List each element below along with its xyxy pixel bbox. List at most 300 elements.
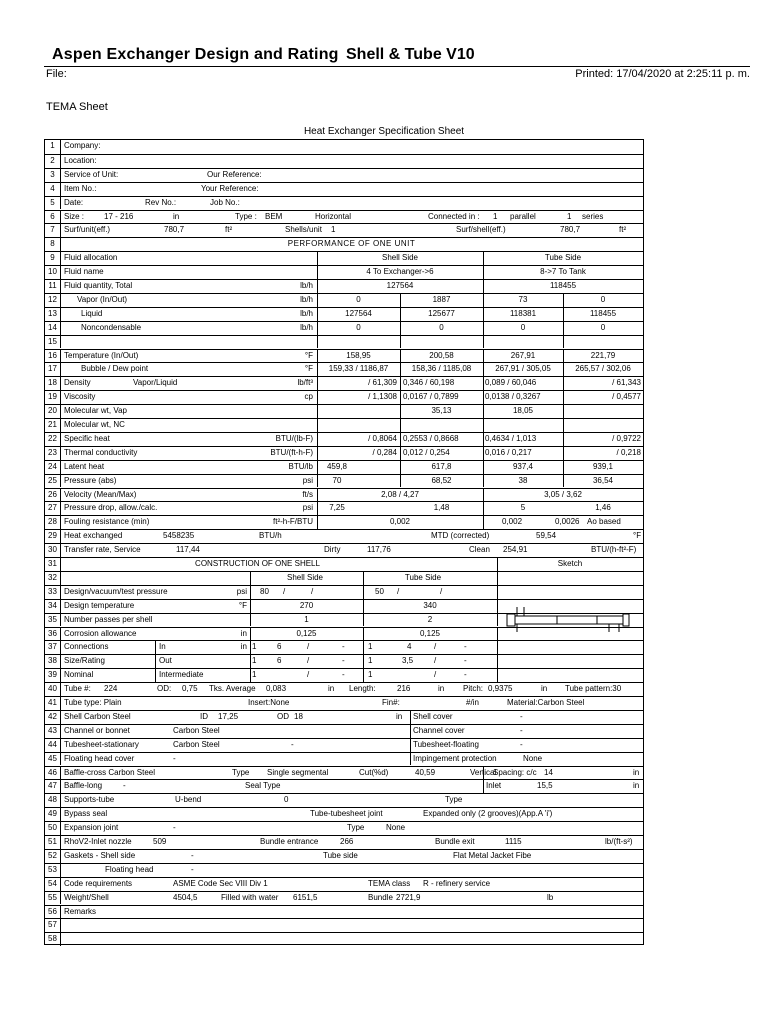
cell-text: BTU/(ft-h-F) — [270, 447, 313, 457]
table-row — [45, 557, 643, 571]
cell-text: #/in — [466, 698, 479, 707]
cell-text: Channel cover — [413, 725, 465, 735]
cell-text: 340 — [423, 600, 437, 610]
column-divider — [410, 711, 411, 724]
cell-text: 73 — [518, 294, 528, 304]
row-number: 1 — [45, 140, 61, 154]
column-divider — [250, 586, 251, 599]
shell-tube-drawing — [507, 607, 629, 632]
cell-text: Number passes per shell — [64, 614, 153, 624]
row-number: 8 — [45, 238, 61, 251]
cell-text: °F — [238, 600, 247, 610]
cell-text: 127564 — [386, 281, 414, 290]
cell-text: Sketch — [557, 559, 583, 568]
cell-text: 216 — [397, 684, 411, 694]
file-label: File: — [46, 68, 67, 80]
cell-text: Gaskets - Shell side — [64, 850, 136, 860]
cell-text: Heat exchanged — [64, 531, 123, 541]
cell-text: 267,91 — [510, 350, 536, 360]
cell-text: CONSTRUCTION OF ONE SHELL — [195, 559, 320, 568]
cell-text: Velocity (Mean/Max) — [64, 489, 137, 499]
app-title: Aspen Exchanger Design and Rating — [52, 46, 339, 63]
row-number: 29 — [45, 530, 61, 543]
cell-text: Impingement protection — [413, 753, 497, 763]
cell-text: 0,75 — [182, 684, 198, 694]
cell-text: Connections — [64, 642, 109, 652]
table-row — [45, 349, 643, 363]
column-divider — [250, 572, 251, 585]
cell-text: 1 — [567, 211, 572, 221]
column-divider — [400, 419, 401, 432]
table-row — [45, 196, 643, 210]
cell-text: 4 To Exchanger->6 — [366, 267, 434, 277]
cell-text: 0 — [356, 294, 361, 304]
cell-text: 939,1 — [592, 461, 614, 471]
table-row — [45, 752, 643, 766]
cell-text: Floating head — [105, 864, 154, 874]
column-divider — [155, 669, 156, 682]
cell-text: psi — [302, 503, 313, 513]
cell-text: °F — [304, 364, 313, 374]
cell-text: 1,46 — [595, 503, 611, 513]
cell-text: Shell Side — [286, 572, 324, 582]
cell-text: Fluid allocation — [64, 253, 118, 263]
cell-text: Bundle exit — [435, 837, 475, 846]
table-row — [45, 362, 643, 376]
table-row — [45, 390, 643, 404]
cell-text: Type — [445, 795, 463, 805]
cell-text: Intermediate — [159, 670, 204, 680]
table-row — [45, 515, 643, 529]
cell-text: Horizontal — [315, 211, 352, 221]
cell-text: 6151,5 — [293, 892, 318, 902]
cell-text: Design/vacuum/test pressure — [64, 586, 168, 596]
cell-text: Molecular wt, NC — [64, 420, 125, 429]
tema-sheet-label: TEMA Sheet — [46, 101, 108, 113]
cell-text: Fluid name — [64, 267, 104, 277]
cell-text: 38 — [518, 475, 528, 485]
row-number: 19 — [45, 391, 61, 404]
cell-text: / — [307, 642, 310, 652]
cell-text: 0,4634 / 1,013 — [485, 433, 537, 443]
column-divider — [563, 405, 564, 418]
column-divider — [363, 669, 364, 682]
row-number: 9 — [45, 252, 61, 265]
cell-text: 1,48 — [433, 503, 450, 513]
column-divider — [563, 336, 564, 349]
cell-text: / 1,1308 — [368, 392, 397, 402]
row-number: 43 — [45, 725, 61, 738]
cell-text: 6 — [277, 656, 282, 666]
row-number: 31 — [45, 558, 61, 571]
row-number: 44 — [45, 739, 61, 752]
cell-text: / 0,8064 — [368, 433, 397, 443]
cell-text: 118455 — [549, 281, 577, 290]
cell-text: psi — [236, 586, 247, 596]
cell-text: Item No.: — [64, 183, 97, 193]
table-row — [45, 932, 643, 946]
cell-text: 1 — [493, 211, 498, 221]
cell-text: Fin#: — [382, 698, 400, 707]
column-divider — [363, 586, 364, 599]
cell-text: Remarks — [64, 906, 97, 916]
cell-text: BTU/h — [259, 531, 282, 541]
cell-text: 118455 — [589, 308, 617, 318]
table-row — [45, 807, 643, 821]
cell-text: ft²-h-F/BTU — [273, 517, 313, 527]
table-row — [45, 696, 643, 710]
cell-text: in — [240, 642, 247, 652]
cell-text: Cut(%d) — [359, 767, 389, 777]
cell-text: 3,5 — [402, 656, 414, 666]
cell-text: 1 — [252, 670, 257, 680]
column-divider — [317, 405, 318, 418]
cell-text: 1 — [368, 656, 373, 666]
cell-text: 159,33 / 1186,87 — [328, 364, 389, 374]
cell-text: 4 — [407, 642, 412, 652]
cell-text: 0,0167 / 0,7899 — [403, 392, 459, 402]
row-number: 26 — [45, 489, 61, 502]
cell-text: 0 — [600, 322, 606, 332]
cell-text: - — [464, 656, 467, 666]
cell-text: 0,125 — [419, 628, 441, 638]
cell-text: 117,44 — [176, 545, 200, 555]
cell-text: 270 — [299, 600, 314, 610]
row-number: 10 — [45, 266, 61, 279]
cell-text: None — [523, 753, 543, 763]
table-row — [45, 251, 643, 265]
row-number: 21 — [45, 419, 61, 432]
table-row — [45, 738, 643, 752]
row-number: 27 — [45, 502, 61, 515]
cell-text: / — [434, 656, 437, 666]
cell-text: Molecular wt, Vap — [64, 406, 127, 416]
cell-text: Latent heat — [64, 461, 105, 471]
cell-text: Pitch: — [463, 684, 484, 694]
cell-text: Surf/shell(eff.) — [456, 225, 506, 235]
cell-text: Type — [347, 823, 365, 833]
row-number: 39 — [45, 669, 61, 682]
cell-text: Our Reference: — [207, 169, 262, 179]
cell-text: 0 — [439, 322, 444, 332]
row-number: 12 — [45, 294, 61, 307]
cell-text: Bundle entrance — [260, 837, 319, 846]
cell-text: parallel — [510, 211, 536, 221]
module-title: Shell & Tube V10 — [346, 46, 475, 63]
cell-text: 221,79 — [590, 350, 616, 360]
cell-text: Date: — [64, 197, 84, 207]
cell-text: 0 — [284, 795, 289, 805]
cell-text: / — [307, 670, 310, 680]
column-divider — [483, 419, 484, 432]
row-number: 14 — [45, 322, 61, 335]
cell-text: RhoV2-Inlet nozzle — [64, 837, 132, 846]
cell-text: Expanded only (2 grooves)(App.A 'i') — [423, 809, 553, 819]
cell-text: OD: — [157, 684, 172, 694]
cell-text: Insert:None — [248, 698, 290, 707]
cell-text: in — [541, 684, 548, 694]
column-divider — [400, 447, 401, 460]
cell-text: R - refinery service — [423, 878, 491, 888]
cell-text: OD — [277, 711, 289, 721]
cell-text: / 0,9722 — [612, 433, 641, 443]
cell-text: Design temperature — [64, 600, 135, 610]
table-row — [45, 140, 643, 154]
cell-text: Size : — [64, 211, 85, 221]
column-divider — [155, 641, 156, 654]
cell-text: Vapor/Liquid — [133, 378, 178, 388]
cell-text: Shells/unit — [285, 225, 322, 235]
table-row — [45, 460, 643, 474]
table-row — [45, 918, 643, 932]
cell-text: 118381 — [509, 308, 537, 318]
table-row — [45, 321, 643, 335]
cell-text: Material:Carbon Steel — [507, 698, 585, 707]
table-row — [45, 237, 643, 251]
cell-text: / — [440, 586, 443, 596]
table-row — [45, 863, 643, 877]
cell-text: lb/(ft-s²) — [605, 837, 633, 846]
cell-text: 0 — [600, 294, 606, 304]
cell-text: / — [434, 642, 437, 652]
row-number: 7 — [45, 224, 61, 237]
cell-text: 254,91 — [503, 545, 528, 555]
cell-text: Surf/unit(eff.) — [64, 225, 111, 235]
cell-text: Density — [64, 378, 91, 388]
column-divider — [400, 377, 401, 390]
column-divider — [563, 419, 564, 432]
row-number: 16 — [45, 350, 61, 363]
row-number: 37 — [45, 641, 61, 654]
spec-sheet-title: Heat Exchanger Specification Sheet — [303, 126, 465, 137]
cell-text: 80 — [260, 586, 269, 596]
cell-text: in — [633, 767, 640, 777]
cell-text: 158,95 — [346, 350, 371, 360]
table-row — [45, 877, 643, 891]
cell-text: in — [173, 211, 180, 221]
cell-text: 18 — [294, 711, 303, 721]
cell-text: - — [173, 753, 176, 763]
row-number: 41 — [45, 697, 61, 710]
row-number: 42 — [45, 711, 61, 724]
cell-text: 224 — [104, 684, 118, 694]
cell-text: 0,125 — [296, 628, 317, 638]
cell-text: ASME Code Sec VIII Div 1 — [173, 878, 268, 888]
cell-text: 14 — [544, 767, 553, 777]
cell-text: 1887 — [432, 294, 451, 304]
row-number: 45 — [45, 753, 61, 766]
column-divider — [410, 739, 411, 752]
cell-text: / — [307, 656, 310, 666]
row-number: 5 — [45, 197, 61, 210]
cell-text: 0 — [520, 322, 526, 332]
cell-text: 35,13 — [431, 406, 452, 416]
table-row — [45, 210, 643, 224]
cell-text: Viscosity — [64, 392, 96, 402]
column-divider — [483, 391, 484, 404]
table-row — [45, 293, 643, 307]
table-row — [45, 376, 643, 390]
cell-text: lb — [547, 892, 554, 902]
cell-text: 5 — [520, 503, 526, 513]
cell-text: lb/h — [300, 294, 313, 304]
cell-text: in — [328, 684, 335, 694]
table-row — [45, 154, 643, 168]
cell-text: BTU/lb — [288, 461, 313, 471]
cell-text: 0,346 / 60,198 — [403, 378, 455, 388]
cell-text: BEM — [265, 211, 283, 221]
table-row — [45, 279, 643, 293]
cell-text: ID — [200, 711, 208, 721]
cell-text: 267,91 / 305,05 — [495, 364, 551, 374]
cell-text: Noncondensable — [81, 322, 142, 332]
cell-text: Out — [159, 656, 172, 666]
cell-text: 200,58 — [429, 350, 454, 360]
table-row — [45, 182, 643, 196]
cell-text: Tube Side — [544, 253, 582, 263]
column-divider — [483, 780, 484, 793]
cell-text: 8->7 To Tank — [540, 267, 586, 277]
cell-text: lb/h — [300, 308, 313, 318]
cell-text: lb/h — [300, 322, 313, 332]
cell-text: / 61,309 — [368, 378, 397, 388]
cell-text: Shell Carbon Steel — [64, 711, 131, 721]
row-number: 25 — [45, 475, 61, 488]
table-row — [45, 432, 643, 446]
cell-text: Supports-tube — [64, 795, 115, 805]
row-number: 23 — [45, 447, 61, 460]
cell-text: Tube pattern:30 — [565, 684, 622, 694]
table-row — [45, 529, 643, 543]
cell-text: Carbon Steel — [173, 725, 220, 735]
cell-text: 0 — [356, 322, 361, 332]
cell-text: lb/h — [300, 281, 313, 290]
column-divider — [363, 572, 364, 585]
cell-text: 0,002 — [502, 517, 523, 527]
cell-text: In — [159, 642, 166, 652]
cell-text: - — [123, 781, 126, 791]
cell-text: Thermal conductivity — [64, 447, 138, 457]
column-divider — [410, 753, 411, 766]
table-row — [45, 265, 643, 279]
column-divider — [400, 433, 401, 446]
column-divider — [317, 336, 318, 349]
row-number: 47 — [45, 780, 61, 793]
cell-text: Vertical — [470, 767, 497, 777]
cell-text: MTD (corrected) — [431, 531, 490, 541]
cell-text: psi — [302, 475, 313, 485]
cell-text: Company: — [64, 141, 101, 150]
row-number: 32 — [45, 572, 61, 585]
row-number: 48 — [45, 794, 61, 807]
cell-text: 0,0026 — [555, 517, 580, 527]
table-row — [45, 710, 643, 724]
cell-text: Baffle-cross Carbon Steel — [64, 767, 156, 777]
cell-text: Liquid — [81, 308, 103, 318]
cell-text: 780,7 — [560, 225, 581, 235]
cell-text: BTU/(h-ft²-F) — [591, 545, 637, 555]
row-number: 35 — [45, 614, 61, 627]
cell-text: None — [386, 823, 406, 833]
cell-text: / 0,284 — [372, 447, 397, 457]
cell-text: 40,59 — [415, 767, 436, 777]
cell-text: 0,0138 / 0,3267 — [485, 392, 541, 402]
cell-text: / — [434, 670, 437, 680]
cell-text: 266 — [340, 837, 354, 846]
row-number: 40 — [45, 683, 61, 696]
cell-text: ft/s — [302, 489, 313, 499]
cell-text: in — [633, 781, 640, 791]
cell-text: 17,25 — [218, 711, 239, 721]
cell-text: Bubble / Dew point — [81, 364, 149, 374]
cell-text: Connected in : — [428, 211, 480, 221]
cell-text: Bypass seal — [64, 809, 108, 819]
table-row — [45, 335, 643, 349]
cell-text: Tks. Average — [209, 684, 256, 694]
row-number: 20 — [45, 405, 61, 418]
cell-text: - — [342, 656, 345, 666]
cell-text: - — [464, 642, 467, 652]
cell-text: °F — [633, 531, 642, 541]
cell-text: 127564 — [345, 308, 372, 318]
cell-text: 0,012 / 0,254 — [403, 447, 450, 457]
column-divider — [317, 419, 318, 432]
row-number: 46 — [45, 767, 61, 780]
cell-text: Tubesheet-floating — [413, 739, 479, 749]
cell-text: BTU/(lb-F) — [275, 433, 313, 443]
cell-text: Nominal — [64, 670, 94, 680]
cell-text: Tube Side — [404, 572, 442, 582]
cell-text: Specific heat — [64, 433, 110, 443]
cell-text: / 0,4577 — [612, 392, 641, 402]
row-number: 55 — [45, 892, 61, 905]
cell-text: Tube side — [323, 850, 358, 860]
cell-text: Transfer rate, Service — [64, 545, 141, 555]
cell-text: - — [191, 850, 194, 860]
column-divider — [483, 447, 484, 460]
column-divider — [250, 641, 251, 654]
row-number: 38 — [45, 655, 61, 668]
cell-text: 459,8 — [326, 461, 348, 471]
row-number: 11 — [45, 280, 61, 293]
cell-text: 1 — [304, 614, 309, 624]
table-row — [45, 682, 643, 696]
cell-text: 68,52 — [431, 475, 452, 485]
column-divider — [483, 336, 484, 349]
cell-text: 36,54 — [592, 475, 614, 485]
cell-text: 117,76 — [367, 545, 391, 555]
row-number: 49 — [45, 808, 61, 821]
row-number: 30 — [45, 544, 61, 557]
table-row — [45, 766, 643, 780]
column-divider — [400, 336, 401, 349]
row-number: 51 — [45, 836, 61, 849]
cell-text: 1 — [368, 670, 373, 680]
cell-text: ft² — [619, 225, 627, 235]
cell-text: 2 — [427, 614, 433, 624]
column-divider — [363, 641, 364, 654]
cell-text: in — [438, 684, 445, 694]
cell-text: 18,05 — [512, 406, 534, 416]
cell-text: Type : — [235, 211, 257, 221]
cell-text: 0,9375 — [488, 684, 513, 694]
cell-text: / — [397, 586, 400, 596]
cell-text: 15,5 — [537, 781, 553, 791]
cell-text: 0,2553 / 0,8668 — [403, 433, 459, 443]
cell-text: 5458235 — [163, 531, 195, 541]
cell-text: 780,7 — [164, 225, 185, 235]
row-number: 36 — [45, 628, 61, 641]
